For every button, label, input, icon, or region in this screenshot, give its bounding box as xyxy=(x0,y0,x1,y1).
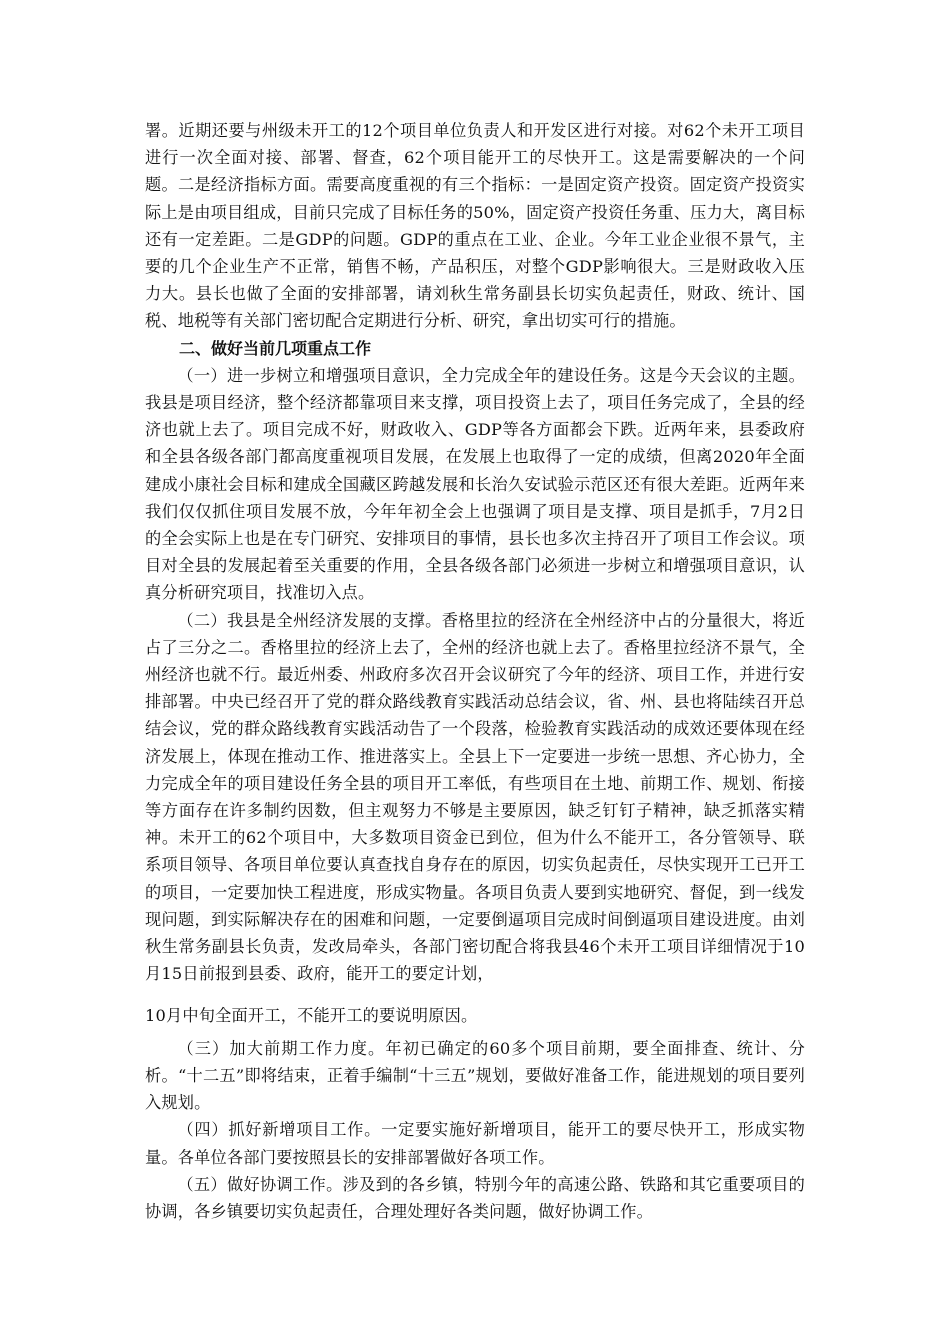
paragraph-item-5-coordination: （五）做好协调工作。涉及到的各乡镇，特别今年的高速公路、铁路和其它重要项目的协调，各乡镇要切实负起责任，合理处理好各类问题，做好协调工作。 xyxy=(145,1174,805,1221)
document-page xyxy=(145,117,805,1225)
paragraph-item-1-project-awareness: （一）进一步树立和增强项目意识，全力完成全年的建设任务。这是今天会议的主题。我县是项目经济，整个经济都靠项目来支撑，项目投资上去了，项目任务完成了，全县的经济也就上去了。项目完成不好，财政收入、GDP等各方面都会下跌。近两年来，县委政府和全县各级各部门都高度重视项目发展，在发展上也取得了一定的成绩，但离2020年全面建成小康社会目标和建成全国藏区跨越发展和长治久安试验示范区还有很大差距。近两年来我们仅仅抓住项目发展不放，今年年初全会上也强调了项目是支撑、项目是抓手，7月2日的全会实际上也是在专门研究、安排项目的事情，县长也多次主持召开了项目工作会议。项目对全县的发展起着至关重要的作用，全县各级各部门必须进一步树立和增强项目意识，认真分析研究项目，找准切入点。 xyxy=(145,365,805,603)
paragraph-economic-indicators: 署。近期还要与州级未开工的12个项目单位负责人和开发区进行对接。对62个未开工项目进行一次全面对接、部署、督查，62个项目能开工的尽快开工。这是需要解决的一个问题。二是经济指标方面。需要高度重视的有三个指标：一是固定资产投资。固定资产投资实际上是由项目组成，目前只完成了目标任务的50%，固定资产投资任务重、压力大，离目标还有一定差距。二是GDP的问题。GDP的重点在工业、企业。今年工业企业很不景气，主要的几个企业生产不正常，销售不畅，产品积压，对整个GDP影响很大。三是财政收入压力大。县长也做了全面的安排部署，请刘秋生常务副县长切实负起责任，财政、统计、国税、地税等有关部门密切配合定期进行分析、研究，拿出切实可行的措施。 xyxy=(145,121,805,331)
paragraph-item-3-preliminary-work: （三）加大前期工作力度。年初已确定的60多个项目前期，要全面排查、统计、分析。“十二五”即将结束，正着手编制“十三五”规划，要做好准备工作，能进规划的项目要列入规划。 xyxy=(145,1038,805,1113)
paragraph-item-2-continuation: 10月中旬全面开工，不能开工的要说明原因。 xyxy=(145,1005,478,1025)
paragraph-item-2-county-economy: （二）我县是全州经济发展的支撑。香格里拉的经济在全州经济中占的分量很大，将近占了三分之二。香格里拉的经济上去了，全州的经济也就上去了。香格里拉经济不景气，全州经济也就不行。最近州委、州政府多次召开会议研究了今年的经济、项目工作，并进行安排部署。中央已经召开了党的群众路线教育实践活动总结会议，省、州、县也将陆续召开总结会议，党的群众路线教育实践活动告了一个段落，检验教育实践活动的成效还要体现在经济发展上，体现在推动工作、推进落实上。全县上下一定要进一步统一思想、齐心协力，全力完成全年的项目建设任务全县的项目开工率低，有些项目在土地、前期工作、规划、衔接等方面存在许多制约因数，但主观努力不够是主要原因，缺乏钉钉子精神，缺乏抓落实精神。未开工的62个项目中，大多数项目资金已到位，但为什么不能开工，各分管领导、联系项目领导、各项目单位要认真查找自身存在的原因，切实负起责任，尽快实现开工已开工的项目，一定要加快工程进度，形成实物量。各项目负责人要到实地研究、督促，到一线发现问题，到实际解决存在的困难和问题，一定要倒逼项目完成时间倒逼项目建设进度。由刘秋生常务副县长负责，发改局牵头，各部门密切配合将我县46个未开工项目详细情况于10月15日前报到县委、政府，能开工的要定计划， xyxy=(145,610,805,984)
section-heading-key-tasks: 二、做好当前几项重点工作 xyxy=(179,338,372,358)
paragraph-item-4-new-projects: （四）抓好新增项目工作。一定要实施好新增项目，能开工的要尽快开工，形成实物量。各单位各部门要按照县长的安排部署做好各项工作。 xyxy=(145,1120,805,1167)
